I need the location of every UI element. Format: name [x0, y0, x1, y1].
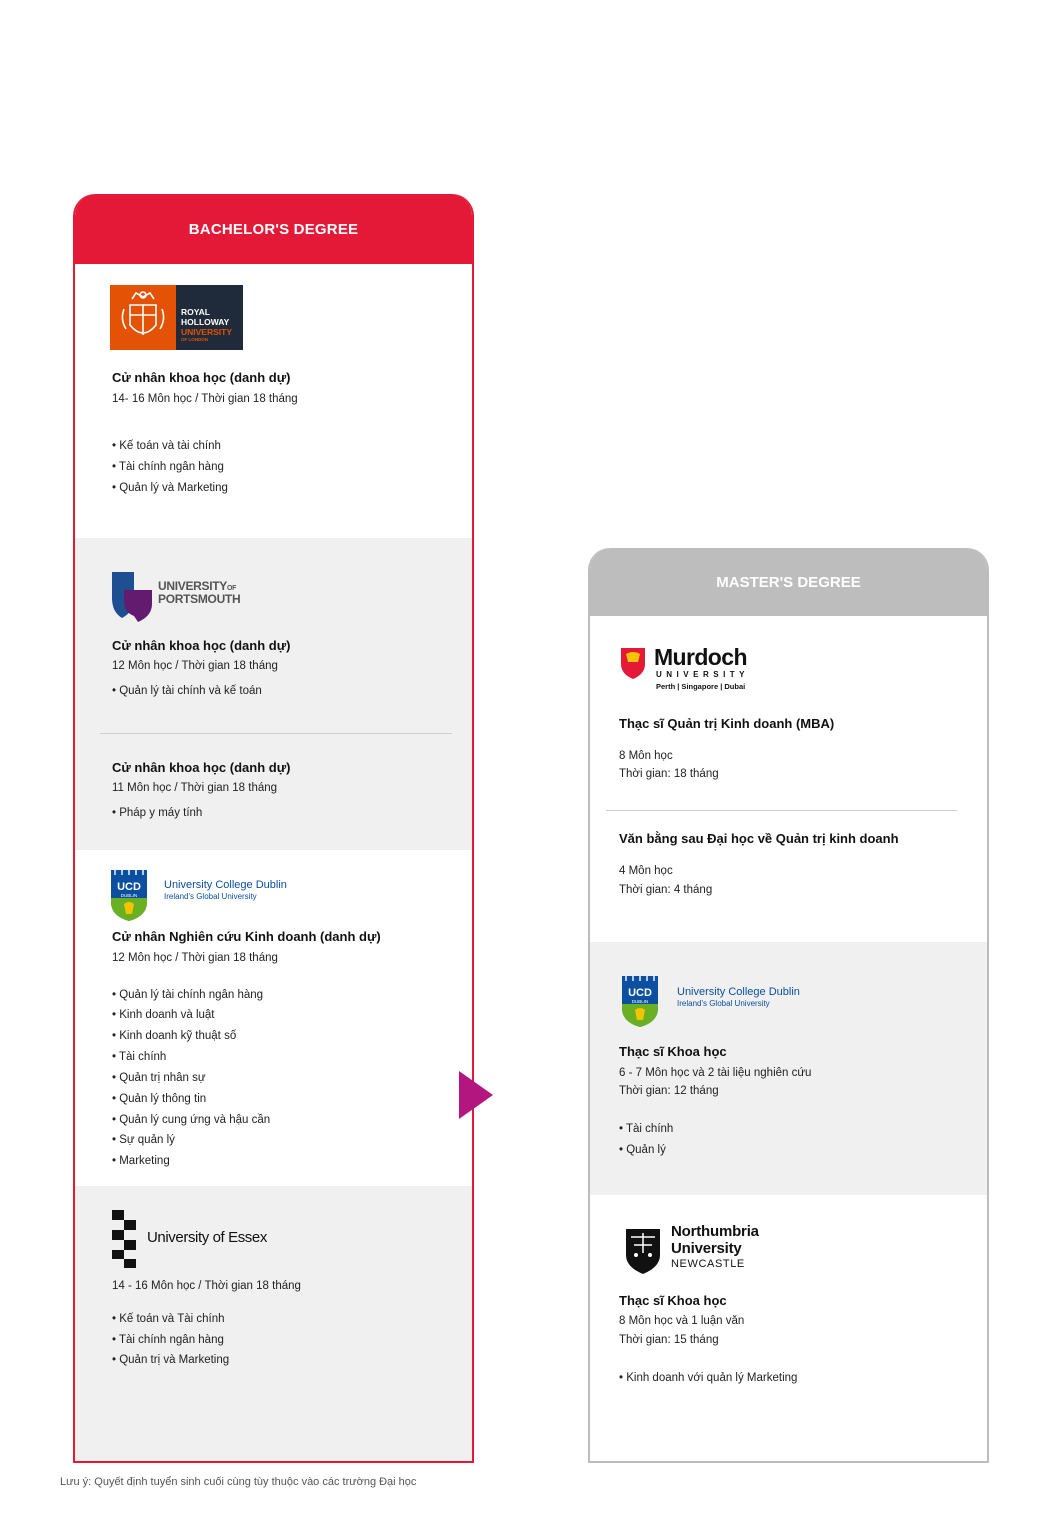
essex-item-2: • Tài chính ngân hàng — [112, 1334, 224, 1346]
portsmouth-p2-item: • Pháp y máy tính — [112, 807, 203, 819]
ucd-master-item-2: • Quản lý — [619, 1144, 666, 1156]
portsmouth-logo-line-3: PORTSMOUTH — [158, 592, 241, 606]
essex-item-3: • Quản trị và Marketing — [112, 1354, 230, 1366]
ucd-item-5: • Quản trị nhân sự — [112, 1072, 206, 1084]
northumbria-logo-line-1: Northumbria — [671, 1223, 759, 1240]
ucd-degree-meta: 12 Môn học / Thời gian 18 tháng — [112, 952, 278, 964]
murdoch-m2-line2: Thời gian: 4 tháng — [619, 884, 713, 896]
ucd-item-1: • Quản lý tài chính ngân hàng — [112, 989, 264, 1001]
footnote: Lưu ý: Quyết định tuyển sinh cuối cùng tùy thuộc vào các trường Đại học — [60, 1476, 417, 1488]
ucd-item-7: • Quản lý cung ứng và hậu cần — [112, 1114, 271, 1126]
portsmouth-p2-meta: 11 Môn học / Thời gian 18 tháng — [112, 782, 278, 794]
portsmouth-p1-title: Cử nhân khoa học (danh dự) — [112, 638, 291, 653]
ucd-item-4: • Tài chính — [112, 1051, 167, 1063]
arrow-right-icon — [459, 1071, 493, 1119]
portsmouth-logo-line-2: OF — [227, 585, 237, 592]
ucd-master-crest-sub: DUBLIN — [631, 999, 649, 1004]
northumbria-logo-line-2: University — [671, 1240, 742, 1257]
ucd-crest-sub: DUBLIN — [120, 893, 138, 898]
royal-logo-line-1: ROYAL — [181, 307, 210, 317]
royal-logo-line-3: UNIVERSITY — [181, 327, 233, 337]
portsmouth-divider — [100, 733, 452, 734]
murdoch-section — [590, 616, 987, 942]
ucd-item-9: • Marketing — [112, 1155, 170, 1167]
ucd-master-title: Thạc sĩ Khoa học — [619, 1044, 727, 1059]
ucd-master-crest-icon — [621, 974, 659, 1028]
northumbria-section — [590, 1195, 987, 1463]
portsmouth-p1-item: • Quản lý tài chính và kế toán — [112, 685, 262, 697]
essex-logo-name: University of Essex — [147, 1229, 267, 1246]
northumbria-line1: 8 Môn học và 1 luận văn — [619, 1315, 745, 1327]
ucd-crest-text: UCD — [117, 881, 141, 893]
bachelor-column — [73, 194, 474, 1463]
royal-holloway-crest-icon — [110, 285, 176, 350]
ucd-master-line1: 6 - 7 Môn học và 2 tài liệu nghiên cứu — [619, 1067, 812, 1079]
ucd-master-logo-tagline: Ireland's Global University — [677, 999, 770, 1008]
essex-item-1: • Kế toán và Tài chính — [112, 1313, 225, 1325]
northumbria-logo-line-3: NEWCASTLE — [671, 1258, 745, 1270]
essex-section — [75, 1186, 472, 1463]
northumbria-item: • Kinh doanh với quản lý Marketing — [619, 1372, 798, 1384]
royal-logo-line-2: HOLLOWAY — [181, 317, 230, 327]
murdoch-logo-locations: Perth | Singapore | Dubai — [656, 682, 746, 691]
ucd-item-2: • Kinh doanh và luật — [112, 1009, 215, 1021]
ucd-crest-icon — [110, 868, 148, 922]
bachelor-header: BACHELOR'S DEGREE — [75, 194, 472, 264]
murdoch-shield-icon — [620, 646, 646, 680]
northumbria-logo — [625, 1223, 785, 1277]
essex-logo — [112, 1210, 282, 1268]
royal-item-2: • Tài chính ngân hàng — [112, 461, 224, 473]
murdoch-m1-line2: Thời gian: 18 tháng — [619, 768, 719, 780]
ucd-logo-name: University College Dublin — [164, 879, 287, 891]
royal-holloway-logo — [110, 285, 243, 350]
ucd-bachelor-section — [75, 850, 472, 1186]
murdoch-logo-sub: UNIVERSITY — [656, 670, 750, 679]
royal-degree-meta: 14- 16 Môn học / Thời gian 18 tháng — [112, 393, 298, 405]
northumbria-title: Thạc sĩ Khoa học — [619, 1293, 727, 1308]
portsmouth-section — [75, 538, 472, 850]
murdoch-logo — [620, 646, 760, 698]
portsmouth-p2-title: Cử nhân khoa học (danh dự) — [112, 760, 291, 775]
royal-holloway-section — [75, 264, 472, 538]
ucd-master-crest-text: UCD — [628, 987, 652, 999]
ucd-master-logo-name: University College Dublin — [677, 986, 800, 998]
ucd-logo — [110, 868, 310, 922]
essex-checker-icon — [112, 1210, 136, 1268]
ucd-item-8: • Sự quản lý — [112, 1134, 175, 1146]
portsmouth-shield-icon — [110, 568, 156, 624]
murdoch-logo-name: Murdoch — [654, 644, 747, 670]
ucd-master-logo — [621, 974, 821, 1028]
portsmouth-logo — [110, 568, 260, 624]
portsmouth-logo-line-1: UNIVERSITY — [158, 579, 228, 593]
ucd-item-3: • Kinh doanh kỹ thuật số — [112, 1030, 237, 1042]
portsmouth-p1-meta: 12 Môn học / Thời gian 18 tháng — [112, 660, 278, 672]
northumbria-crest-icon — [625, 1227, 661, 1275]
murdoch-divider — [606, 810, 957, 811]
ucd-item-6: • Quản lý thông tin — [112, 1093, 207, 1105]
northumbria-line2: Thời gian: 15 tháng — [619, 1334, 719, 1346]
royal-degree-title: Cử nhân khoa học (danh dự) — [112, 370, 291, 385]
essex-degree-meta: 14 - 16 Môn học / Thời gian 18 tháng — [112, 1280, 301, 1292]
master-column — [588, 548, 989, 1463]
royal-logo-line-4: OF LONDON — [181, 337, 208, 342]
royal-item-1: • Kế toán và tài chính — [112, 440, 221, 452]
ucd-master-item-1: • Tài chính — [619, 1123, 674, 1135]
royal-item-3: • Quản lý và Marketing — [112, 482, 228, 494]
murdoch-m2-title: Văn bằng sau Đại học về Quản trị kinh doanh — [619, 831, 899, 846]
master-header: MASTER'S DEGREE — [590, 548, 987, 616]
ucd-master-section — [590, 942, 987, 1195]
murdoch-m1-title: Thạc sĩ Quản trị Kinh doanh (MBA) — [619, 716, 835, 731]
ucd-logo-tagline: Ireland's Global University — [164, 892, 257, 901]
murdoch-m1-line1: 8 Môn học — [619, 750, 673, 762]
murdoch-m2-line1: 4 Môn học — [619, 865, 673, 877]
ucd-degree-title: Cử nhân Nghiên cứu Kinh doanh (danh dự) — [112, 929, 381, 944]
ucd-master-line2: Thời gian: 12 tháng — [619, 1085, 719, 1097]
